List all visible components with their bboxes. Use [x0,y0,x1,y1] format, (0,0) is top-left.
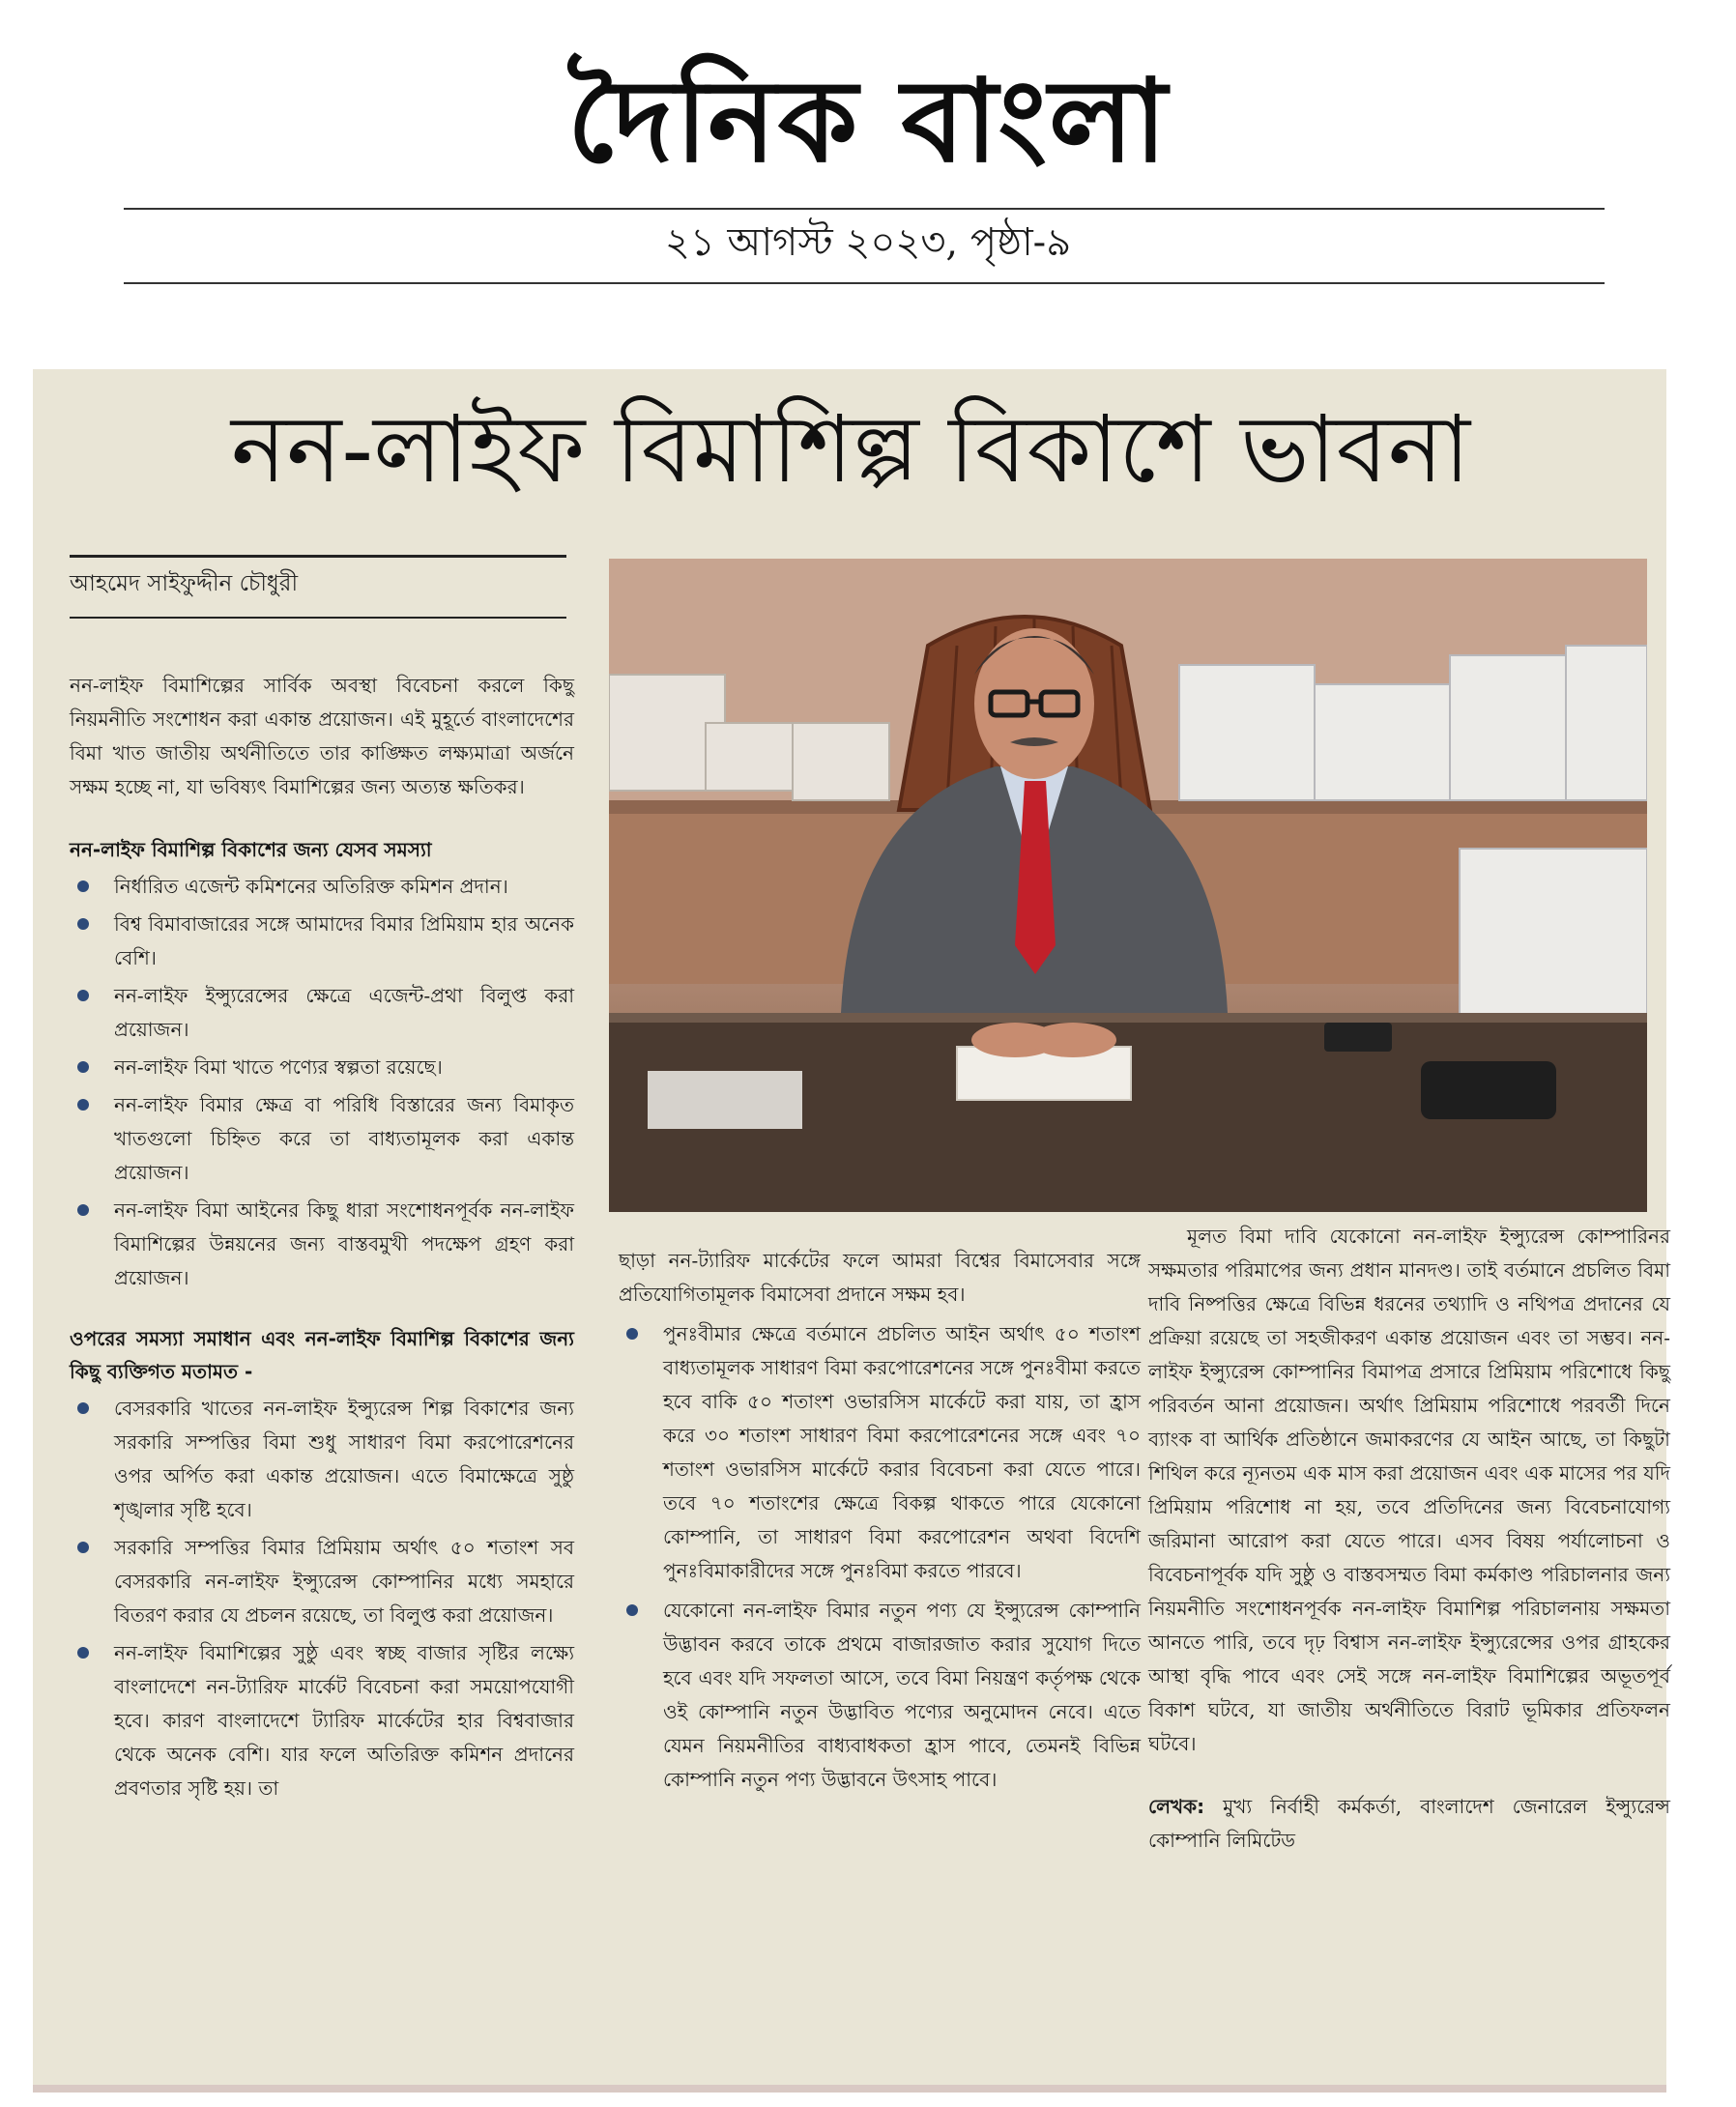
problems-list [70,870,574,1295]
section-heading-opinions: ওপরের সমস্যা সমাধান এবং নন-লাইফ বিমাশিল্প বিকাশের জন্য কিছু ব্যক্তিগত মতামত - [70,1327,574,1383]
article-column-2 [619,1244,1141,1803]
list-item: বেসরকারি খাতের নন-লাইফ ইন্স্যুরেন্স শিল্প বিকাশের জন্য সরকারি সম্পত্তির বিমা শুধু সাধারণ বিমা করপোরেশনের ওপর অর্পিত করা একান্ত প্রয়োজন। এতে বিমাক্ষেত্রে সুষ্ঠু শৃঙ্খলার সৃষ্টি হবে। [70,1392,574,1527]
writer-info: মুখ্য নির্বাহী কর্মকর্তা, বাংলাদেশ জেনারেল ইন্স্যুরেন্স কোম্পানি লিমিটেড [1148,1795,1670,1852]
bullet-icon [77,1061,89,1073]
closing-paragraph: মূলত বিমা দাবি যেকোনো নন-লাইফ ইন্স্যুরেন্স কোম্পারিনর সক্ষমতার পরিমাপের জন্য প্রধান মানদণ্ড। তাই বর্তমানে প্রচলিত বিমা দাবি নিষ্পত্তির ক্ষেত্রে বিভিন্ন ধরনের তথ্যাদি ও নথিপত্র প্রদানের যে প্রক্রিয়া রয়েছে তা সহজীকরণ একান্ত প্রয়োজন এবং তা সম্ভব। নন-লাইফ ইন্স্যুরেন্স কোম্পানির বিমাপত্র প্রসারে প্রিমিয়াম পরিশোধে কিছু পরিবর্তন আনা প্রয়োজন। অর্থাৎ প্রিমিয়াম পরিশোধে পরবর্তী দিনে ব্যাংক বা আর্থিক প্রতিষ্ঠানে জমাকরণের যে আইন আছে, তা কিছুটা শিথিল করে ন্যূনতম এক মাস করা প্রয়োজন এবং এক মাসের পর যদি প্রিমিয়াম পরিশোধ না হয়, তবে প্রতিদিনের জন্য বিবেচনাযোগ্য জরিমানা আরোপ করা যেতে পারে। এসব বিষয় পর্যালোচনা ও বিবেচনাপূর্বক যদি সুষ্ঠু ও বাস্তবসম্মত বিমা কর্মকাণ্ড পরিচালনার জন্য নিয়মনীতি সংশোধনপূর্বক নন-লাইফ বিমাশিল্প পরিচালনায় সক্ষমতা আনতে পারি, তবে দৃঢ় বিশ্বাস নন-লাইফ ইন্স্যুরেন্সের ওপর গ্রাহকের আস্থা বৃদ্ধি পাবে এবং সেই সঙ্গে নন-লাইফ বিমাশিল্পের অভূতপূর্ব বিকাশ ঘটবে, যা জাতীয় অর্থনীতিতে বিরাট ভূমিকার প্রতিফলন ঘটবে। [1148,1225,1670,1755]
bullet-icon [77,1542,89,1553]
issue-date-line: ২১ আগস্ট ২০২৩, পৃষ্ঠা-৯ [664,220,1072,265]
bullet-icon [77,1099,89,1111]
list-item: নন-লাইফ ইন্স্যুরেন্সের ক্ষেত্রে এজেন্ট-প্রথা বিলুপ্ত করা প্রয়োজন। [70,979,574,1047]
bullet-icon [77,918,89,930]
newspaper-name: দৈনিক বাংলা [566,53,1170,188]
list-item: নন-লাইফ বিমাশিল্পের সুষ্ঠু এবং স্বচ্ছ বাজার সৃষ্টির লক্ষ্যে বাংলাদেশে নন-ট্যারিফ মার্কেট বিবেচনা করা সময়োপযোগী হবে। কারণ বাংলাদেশে ট্যারিফ মার্কেটের হার বিশ্ববাজার থেকে অনেক বেশি। যার ফলে অতিরিক্ত কমিশন প্রদানের প্রবণতার সৃষ্টি হয়। তা [70,1636,574,1805]
article-column-3 [1148,1220,1670,1887]
list-item: যেকোনো নন-লাইফ বিমার নতুন পণ্য যে ইন্স্যুরেন্স কোম্পানি উদ্ভাবন করবে তাকে প্রথমে বাজারজাত করার সুযোগ দিতে হবে এবং যদি সফলতা আসে, তবে বিমা নিয়ন্ত্রণ কর্তৃপক্ষ থেকে ওই কোম্পানি নতুন উদ্ভাবিত পণ্যের অনুমোদন নেবে। এতে যেমন নিয়মনীতির বাধ্যবাধকতা হ্রাস পাবে, তেমনই বিভিন্ন কোম্পানি নতুন পণ্য উদ্ভাবনে উৎসাহ পাবে। [619,1594,1141,1797]
bullet-icon [77,1204,89,1216]
writer-credit [1148,1790,1670,1858]
masthead [0,0,1736,290]
list-item: বিশ্ব বিমাবাজারের সঙ্গে আমাদের বিমার প্রিমিয়াম হার অনেক বেশি। [70,908,574,975]
author-photo [609,559,1647,1212]
masthead-divider-bottom [124,282,1605,284]
office-portrait-illustration [609,559,1647,1212]
bullet-icon [77,1402,89,1414]
masthead-divider-top [124,208,1605,210]
author-byline: আহমেদ সাইফুদ্দীন চৌধুরী [70,571,299,596]
bullet-icon [77,880,89,892]
writer-label: লেখক: [1148,1795,1205,1818]
list-item: নন-লাইফ বিমার ক্ষেত্র বা পরিধি বিস্তারের জন্য বিমাকৃত খাতগুলো চিহ্নিত করে তা বাধ্যতামূলক করা একান্ত প্রয়োজন। [70,1088,574,1190]
list-item: নির্ধারিত এজেন্ট কমিশনের অতিরিক্ত কমিশন প্রদান। [70,870,574,904]
opinions-list [70,1392,574,1805]
list-item: পুনঃবীমার ক্ষেত্রে বর্তমানে প্রচলিত আইন অর্থাৎ ৫০ শতাংশ বাধ্যতামূলক সাধারণ বিমা করপোরেশনের সঙ্গে পুনঃবীমা করতে হবে বাকি ৫০ শতাংশ ওভারসিস মার্কেটে করা যায়, তা হ্রাস করে ৩০ শতাংশ সাধারণ বিমা করপোরেশনের সঙ্গে এবং ৭০ শতাংশ ওভারসিস মার্কেটে করার বিবেচনা করা যেতে পারে। তবে ৭০ শতাংশের ক্ষেত্রে বিকল্প থাকতে পারে যেকোনো কোম্পানি, তা সাধারণ বিমা করপোরেশন অথবা বিদেশি পুনঃবিমাকারীদের সঙ্গে পুনঃবিমা করতে পারবে। [619,1317,1141,1588]
intro-paragraph: নন-লাইফ বিমাশিল্পের সার্বিক অবস্থা বিবেচনা করলে কিছু নিয়মনীতি সংশোধন করা একান্ত প্রয়োজন। এই মুহূর্তে বাংলাদেশের বিমা খাত জাতীয় অর্থনীতিতে তার কাঙ্ক্ষিত লক্ষ্যমাত্রা অর্জনে সক্ষম হচ্ছে না, যা ভবিষ্যৎ বিমাশিল্পের জন্য অত্যন্ত ক্ষতিকর। [70,674,574,798]
byline-rule-top [70,555,566,558]
bullet-icon [77,1647,89,1659]
list-item: নন-লাইফ বিমা খাতে পণ্যের স্বল্পতা রয়েছে। [70,1051,574,1084]
article-headline: নন-লাইফ বিমাশিল্প বিকাশে ভাবনা [230,395,1471,504]
bullet-icon [77,990,89,1001]
bullet-icon [626,1328,638,1340]
opinions-list-continued [619,1317,1141,1797]
list-item: নন-লাইফ বিমা আইনের কিছু ধারা সংশোধনপূর্বক নন-লাইফ বিমাশিল্পের উন্নয়নের জন্য বাস্তবমুখী পদক্ষেপ গ্রহণ করা প্রয়োজন। [70,1194,574,1295]
clipping-edge [33,2085,1666,2093]
article-column-1 [70,669,574,1833]
continuation-paragraph: ছাড়া নন-ট্যারিফ মার্কেটের ফলে আমরা বিশ্বের বিমাসেবার সঙ্গে প্রতিযোগিতামূলক বিমাসেবা প্রদানে সক্ষম হব। [619,1249,1141,1306]
byline-rule-bottom [70,617,566,619]
section-heading-problems: নন-লাইফ বিমাশিল্প বিকাশের জন্য যেসব সমস্যা [70,838,432,861]
list-item: সরকারি সম্পত্তির বিমার প্রিমিয়াম অর্থাৎ ৫০ শতাংশ সব বেসরকারি নন-লাইফ ইন্স্যুরেন্স কোম্পানির মধ্যে সমহারে বিতরণ করার যে প্রচলন রয়েছে, তা বিলুপ্ত করা প্রয়োজন। [70,1531,574,1632]
bullet-icon [626,1604,638,1616]
